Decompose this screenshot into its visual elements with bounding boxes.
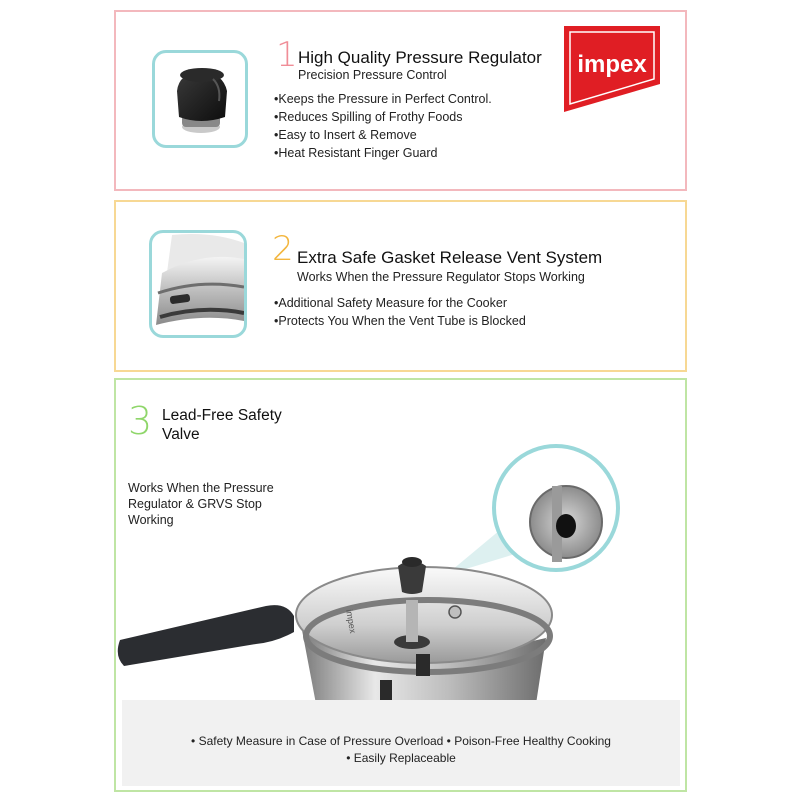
- svg-text:impex: impex: [577, 51, 647, 78]
- section-subtitle: Works When the Pressure Regulator Stops Working: [297, 270, 585, 284]
- section-title: Extra Safe Gasket Release Vent System: [297, 248, 603, 267]
- section-description: Works When the Pressure Regulator & GRVS Stop Working: [128, 481, 274, 527]
- impex-logo: [560, 22, 664, 114]
- section-number: 3: [128, 399, 153, 443]
- list-item: • Reduces Spilling of Frothy Foods: [274, 108, 492, 126]
- cooker-lid-edge-image: [149, 230, 247, 338]
- feature-list: [274, 294, 526, 330]
- list-item: • Heat Resistant Finger Guard: [274, 144, 492, 162]
- handle: [118, 605, 294, 666]
- list-item: • Protects You When the Vent Tube is Blocked: [274, 312, 526, 330]
- footer-features: • Safety Measure in Case of Pressure Overload • Poison-Free Healthy Cooking: [191, 734, 611, 748]
- feature-list: [274, 90, 492, 162]
- list-item: • Easy to Insert & Remove: [274, 126, 492, 144]
- section-subtitle: Precision Pressure Control: [298, 68, 447, 82]
- list-item: • Keeps the Pressure in Perfect Control.: [274, 90, 492, 108]
- pressure-cooker-image: [116, 410, 685, 700]
- pressure-regulator-image: [152, 50, 248, 148]
- footer-features: • Easily Replaceable: [346, 751, 456, 765]
- section-gasket-release-vent: [114, 200, 687, 372]
- list-item: • Additional Safety Measure for the Cooker: [274, 294, 526, 312]
- lid-brand-text: impex: [344, 608, 359, 634]
- section-pressure-regulator: [114, 10, 687, 191]
- section-title: High Quality Pressure Regulator: [298, 48, 542, 67]
- section-number: 2: [272, 229, 294, 269]
- section-number: 1: [276, 35, 298, 75]
- footer-band: [122, 700, 680, 786]
- section-title: Lead-Free Safety Valve: [162, 407, 282, 443]
- section-safety-valve: [114, 378, 687, 792]
